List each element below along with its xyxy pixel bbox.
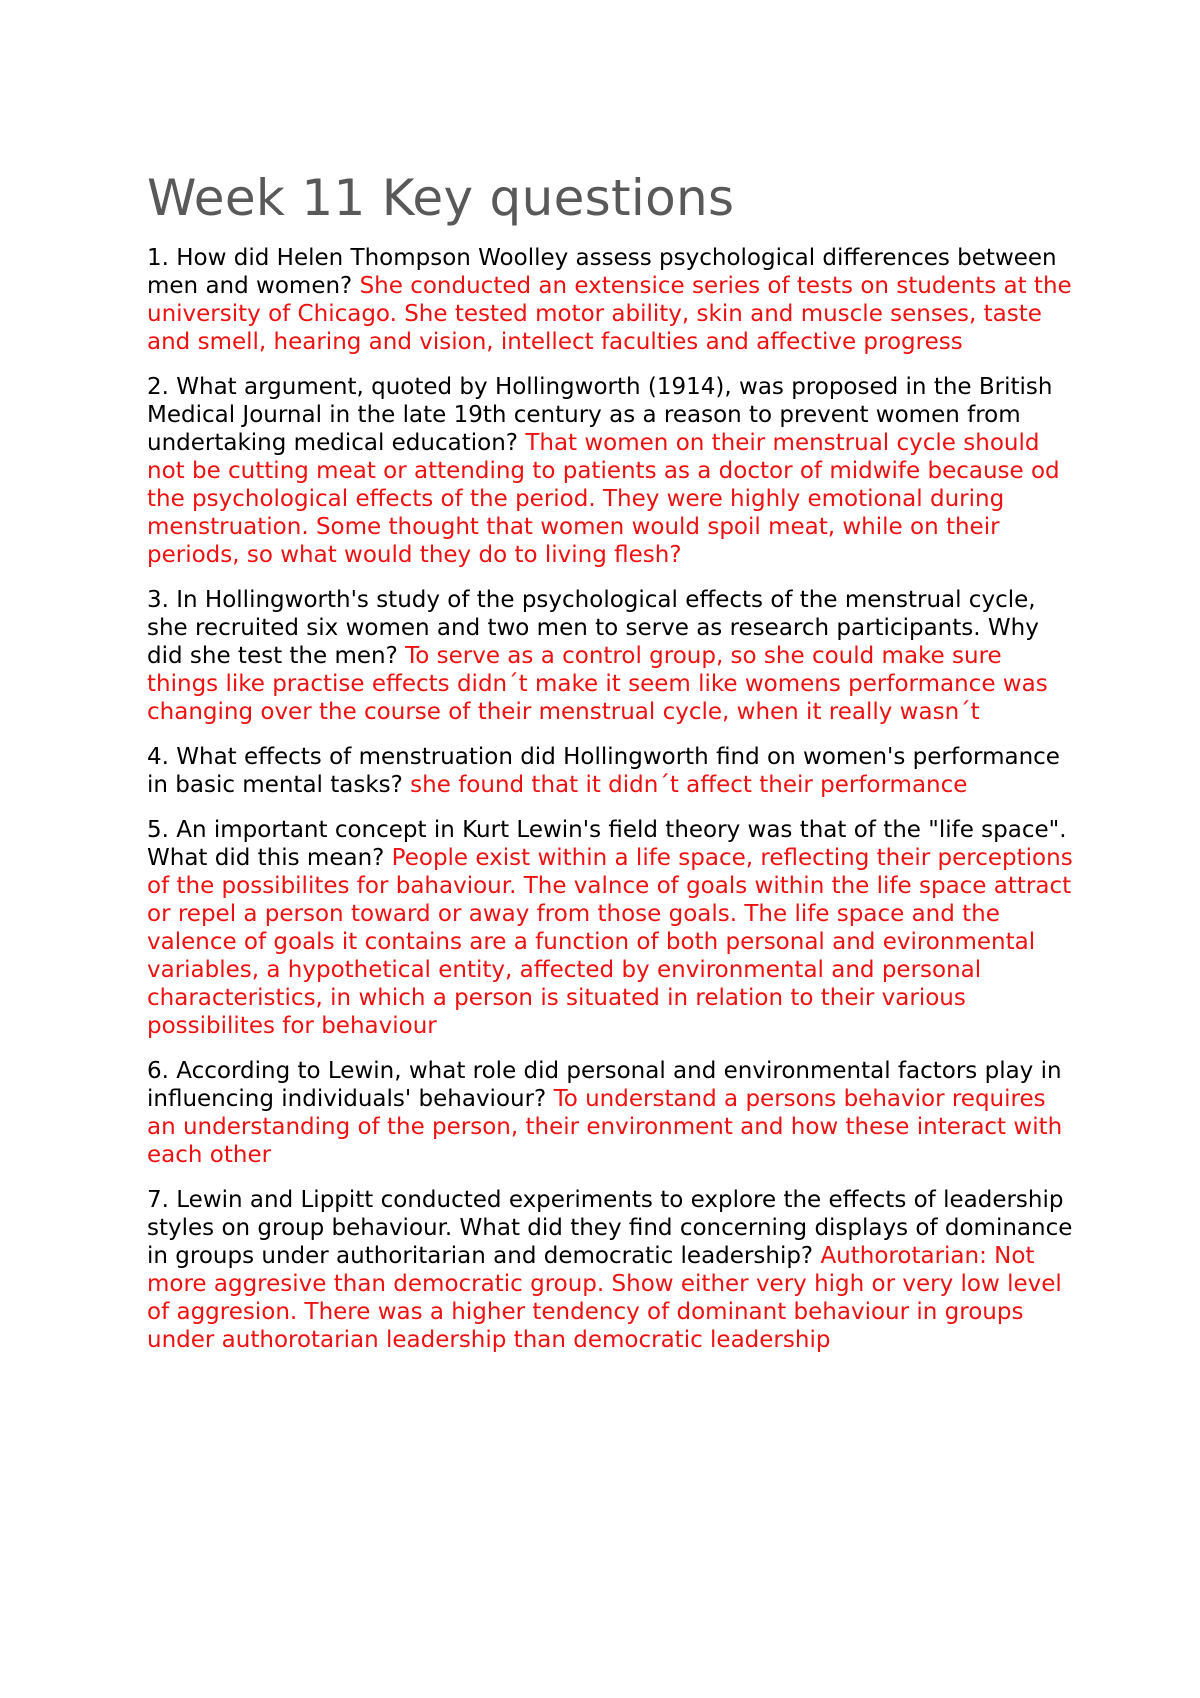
qa-item-4	[147, 743, 1077, 799]
answer-text: she found that it didn´t affect their performance	[410, 772, 968, 798]
qa-item-2	[147, 373, 1077, 569]
qa-item-7	[147, 1186, 1077, 1354]
document-title: Week 11 Key questions	[147, 169, 735, 227]
qa-item-1	[147, 244, 1077, 356]
question-text: 6. According to Lewin, what role did personal and environmental factors play in influencing individuals' behaviour?	[147, 1058, 1062, 1112]
answer-text: Authorotarian: Not more aggresive than democratic group. Show either very high or very low level of aggresion. There was a higher tendency of dominant behaviour in groups under authorotarian leadership than democratic leadership	[147, 1243, 1062, 1353]
question-text: 3. In Hollingworth's study of the psychological effects of the menstrual cycle, she recruited six women and two men to serve as research participants. Why did she test the men?	[147, 587, 1039, 669]
answer-text: To understand a persons behavior requires an understanding of the person, their environment and how these interact with each other	[147, 1086, 1063, 1168]
question-text: 5. An important concept in Kurt Lewin's field theory was that of the "life space". What did this mean?	[147, 817, 1067, 871]
answer-text: She conducted an extensice series of tests on students at the university of Chicago. She tested motor ability, skin and muscle senses, taste and smell, hearing and vision, intellect faculties and affective progress	[147, 273, 1072, 355]
question-text: 7. Lewin and Lippitt conducted experiments to explore the effects of leadership styles on group behaviour. What did they find concerning displays of dominance in groups under authoritarian and democratic leadership?	[147, 1187, 1073, 1269]
document-page	[147, 168, 1077, 1371]
answer-text: People exist within a life space, reflecting their perceptions of the possibilites for bahaviour. The valnce of goals within the life space attract or repel a person toward or away from those goals. The life space and the valence of goals it contains are a function of both personal and evironmental variables, a hypothetical entity, affected by environmental and personal characteristics, in which a person is situated in relation to their various possibilites for behaviour	[147, 845, 1073, 1039]
answer-text: That women on their menstrual cycle should not be cutting meat or attending to patients as a doctor of midwife because od the psychological effects of the period. They were highly emotional during menstruation. Some thought that women would spoil meat, while on their periods, so what would they do to living flesh?	[147, 430, 1060, 568]
question-text: 2. What argument, quoted by Hollingworth (1914), was proposed in the British Medical Journal in the late 19th century as a reason to prevent women from undertaking medical education?	[147, 374, 1053, 456]
qa-item-3	[147, 586, 1077, 726]
qa-item-6	[147, 1057, 1077, 1169]
question-text: 1. How did Helen Thompson Woolley assess psychological differences between men and women?	[147, 245, 1057, 299]
qa-item-5	[147, 816, 1077, 1040]
answer-text: To serve as a control group, so she could make sure things like practise effects didn´t make it seem like womens performance was changing over the course of their menstrual cycle, when it really wasn´t	[147, 643, 1048, 725]
question-text: 4. What effects of menstruation did Hollingworth find on women's performance in basic mental tasks?	[147, 744, 1060, 798]
